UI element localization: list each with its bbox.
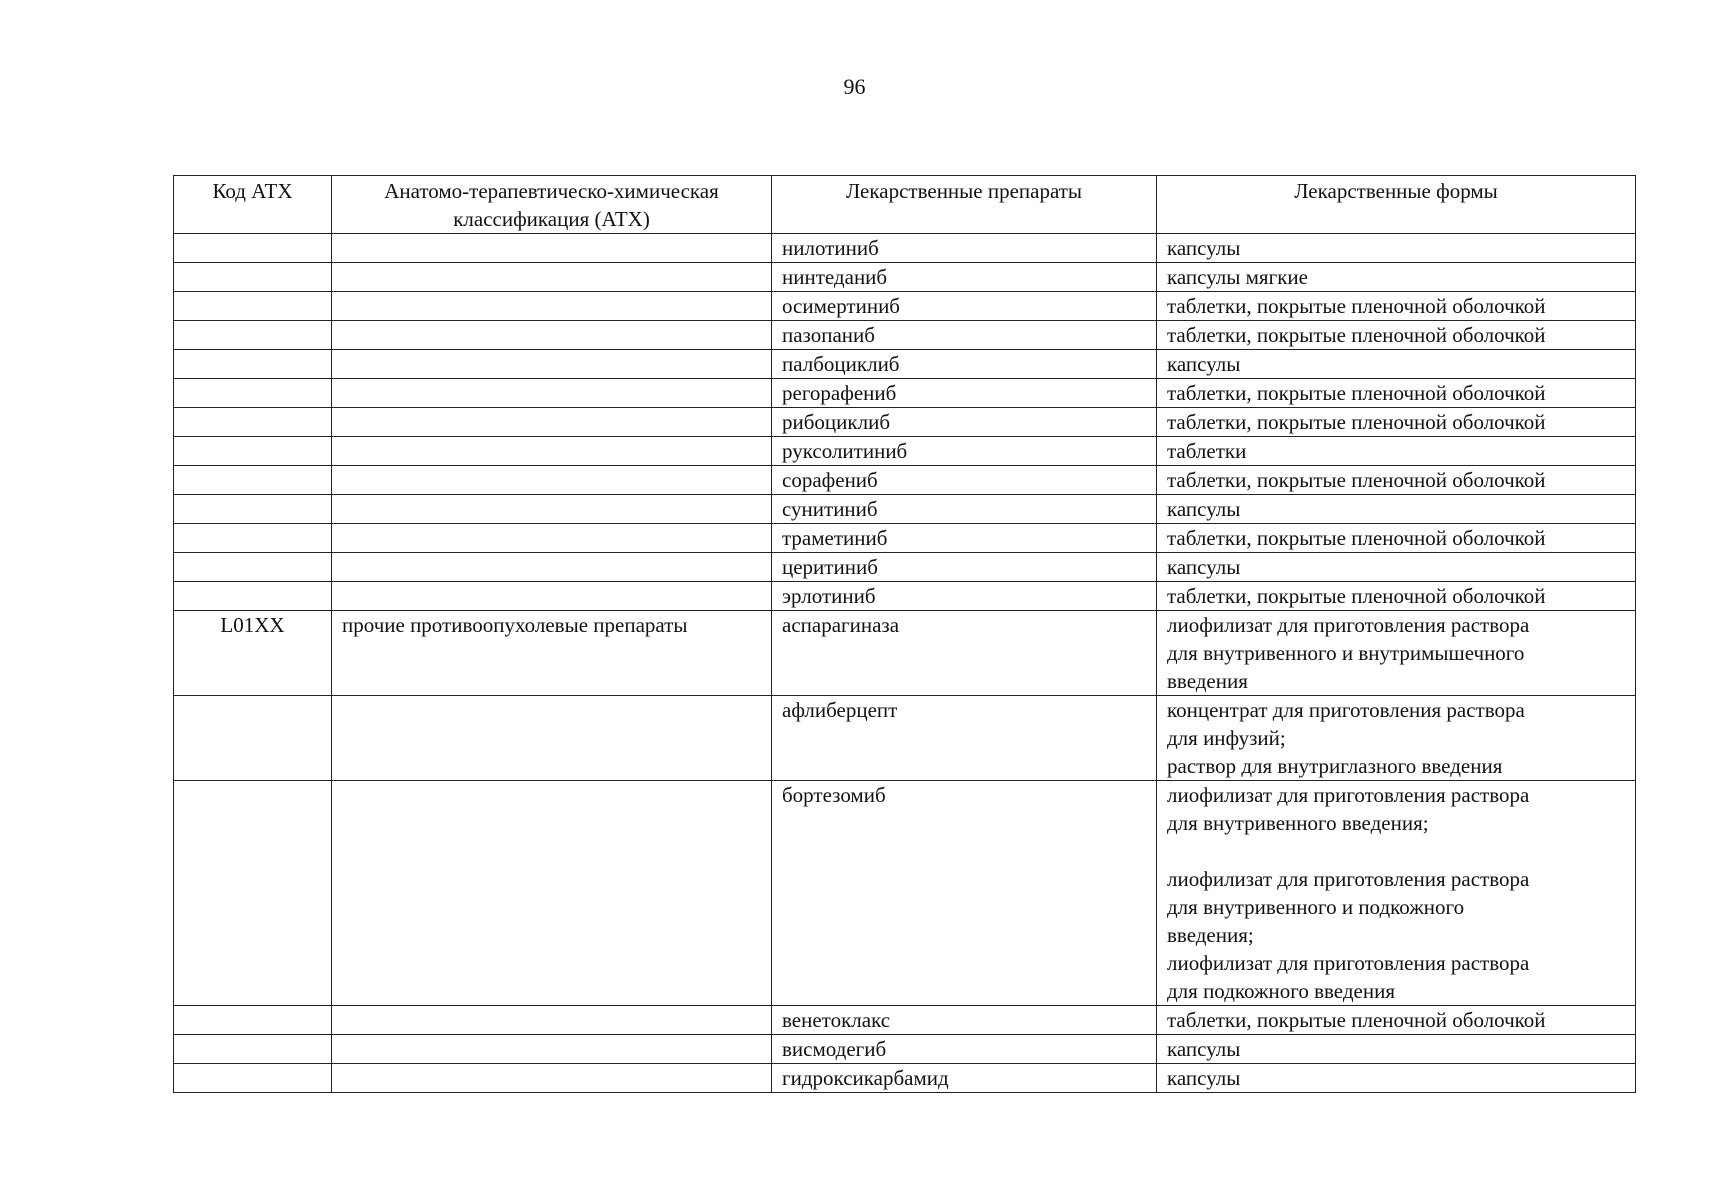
table-row xyxy=(174,524,1636,553)
drug-name-cell: палбоциклиб xyxy=(772,350,1157,379)
table-row xyxy=(174,437,1636,466)
classification-cell xyxy=(332,524,772,553)
drug-name-cell: гидроксикарбамид xyxy=(772,1064,1157,1093)
atx-code-cell xyxy=(174,350,332,379)
drug-name-cell: нилотиниб xyxy=(772,234,1157,263)
classification-cell xyxy=(332,495,772,524)
header-dosage-forms: Лекарственные формы xyxy=(1157,176,1636,234)
classification-cell xyxy=(332,292,772,321)
table-row xyxy=(174,495,1636,524)
dosage-form-cell: капсулы xyxy=(1157,1064,1636,1093)
table-row xyxy=(174,234,1636,263)
header-drugs: Лекарственные препараты xyxy=(772,176,1157,234)
atx-code-cell xyxy=(174,408,332,437)
table-row xyxy=(174,781,1636,1006)
atx-code-cell xyxy=(174,1064,332,1093)
table-row xyxy=(174,263,1636,292)
atx-code-cell xyxy=(174,495,332,524)
header-atx-classification: Анатомо-терапевтическо-химическая классификация (АТХ) xyxy=(332,176,772,234)
drug-name-cell: церитиниб xyxy=(772,553,1157,582)
atx-code-cell xyxy=(174,321,332,350)
classification-cell xyxy=(332,1035,772,1064)
drug-name-cell: сорафениб xyxy=(772,466,1157,495)
table-body xyxy=(174,234,1636,1093)
table-row xyxy=(174,1064,1636,1093)
drug-name-cell: эрлотиниб xyxy=(772,582,1157,611)
dosage-form-cell: капсулы xyxy=(1157,495,1636,524)
atx-code-cell xyxy=(174,781,332,1006)
drug-name-cell: осимертиниб xyxy=(772,292,1157,321)
table-row xyxy=(174,611,1636,696)
classification-cell xyxy=(332,582,772,611)
table-row xyxy=(174,582,1636,611)
dosage-form-cell: капсулы xyxy=(1157,234,1636,263)
dosage-form-cell: таблетки, покрытые пленочной оболочкой xyxy=(1157,466,1636,495)
dosage-form-cell: таблетки, покрытые пленочной оболочкой xyxy=(1157,524,1636,553)
dosage-form-cell: таблетки, покрытые пленочной оболочкой xyxy=(1157,582,1636,611)
drug-name-cell: аспарагиназа xyxy=(772,611,1157,696)
classification-cell xyxy=(332,553,772,582)
dosage-form-cell: лиофилизат для приготовления раствора для внутривенного введения; лиофилизат для приготовления раствора для внутривенного и подкожного введения; лиофилизат для приготовления раствора для подкожного введения xyxy=(1157,781,1636,1006)
table-row xyxy=(174,696,1636,781)
atx-code-cell xyxy=(174,582,332,611)
dosage-form-cell: таблетки xyxy=(1157,437,1636,466)
classification-cell: прочие противоопухолевые препараты xyxy=(332,611,772,696)
atx-code-cell xyxy=(174,553,332,582)
table-row xyxy=(174,466,1636,495)
atx-code-cell xyxy=(174,379,332,408)
drug-name-cell: афлиберцепт xyxy=(772,696,1157,781)
dosage-form-cell: капсулы xyxy=(1157,1035,1636,1064)
drug-name-cell: нинтеданиб xyxy=(772,263,1157,292)
table-row xyxy=(174,1006,1636,1035)
classification-cell xyxy=(332,379,772,408)
dosage-form-cell: таблетки, покрытые пленочной оболочкой xyxy=(1157,292,1636,321)
classification-cell xyxy=(332,408,772,437)
drug-name-cell: венетоклакс xyxy=(772,1006,1157,1035)
table-row xyxy=(174,321,1636,350)
drug-name-cell: рибоциклиб xyxy=(772,408,1157,437)
drug-name-cell: траметиниб xyxy=(772,524,1157,553)
dosage-form-cell: таблетки, покрытые пленочной оболочкой xyxy=(1157,379,1636,408)
dosage-form-cell: концентрат для приготовления раствора для инфузий; раствор для внутриглазного введения xyxy=(1157,696,1636,781)
atx-code-cell xyxy=(174,437,332,466)
dosage-form-cell: капсулы xyxy=(1157,553,1636,582)
table-row xyxy=(174,408,1636,437)
dosage-form-cell: капсулы xyxy=(1157,350,1636,379)
drug-name-cell: пазопаниб xyxy=(772,321,1157,350)
dosage-form-cell: таблетки, покрытые пленочной оболочкой xyxy=(1157,1006,1636,1035)
table-row xyxy=(174,379,1636,408)
drug-name-cell: руксолитиниб xyxy=(772,437,1157,466)
page-number: 96 xyxy=(843,74,866,99)
drug-name-cell: бортезомиб xyxy=(772,781,1157,1006)
atx-code-cell xyxy=(174,292,332,321)
table-header-row xyxy=(174,176,1636,234)
header-atx-code: Код АТХ xyxy=(174,176,332,234)
dosage-form-cell: капсулы мягкие xyxy=(1157,263,1636,292)
classification-cell xyxy=(332,321,772,350)
classification-cell xyxy=(332,1064,772,1093)
atx-code-cell xyxy=(174,524,332,553)
atx-code-cell xyxy=(174,1035,332,1064)
table-row xyxy=(174,292,1636,321)
table-row xyxy=(174,350,1636,379)
atx-code-cell xyxy=(174,263,332,292)
classification-cell xyxy=(332,696,772,781)
classification-cell xyxy=(332,350,772,379)
classification-cell xyxy=(332,437,772,466)
drug-name-cell: регорафениб xyxy=(772,379,1157,408)
drug-name-cell: висмодегиб xyxy=(772,1035,1157,1064)
atx-code-cell: L01XX xyxy=(174,611,332,696)
table-row xyxy=(174,553,1636,582)
table-row xyxy=(174,1035,1636,1064)
atx-code-cell xyxy=(174,696,332,781)
atx-code-cell xyxy=(174,1006,332,1035)
classification-cell xyxy=(332,1006,772,1035)
drug-name-cell: сунитиниб xyxy=(772,495,1157,524)
dosage-form-cell: таблетки, покрытые пленочной оболочкой xyxy=(1157,321,1636,350)
classification-cell xyxy=(332,781,772,1006)
atx-code-cell xyxy=(174,234,332,263)
atx-code-cell xyxy=(174,466,332,495)
dosage-form-cell: лиофилизат для приготовления раствора для внутривенного и внутримышечного введения xyxy=(1157,611,1636,696)
classification-cell xyxy=(332,263,772,292)
classification-cell xyxy=(332,466,772,495)
atx-drug-table xyxy=(173,175,1636,1093)
classification-cell xyxy=(332,234,772,263)
dosage-form-cell: таблетки, покрытые пленочной оболочкой xyxy=(1157,408,1636,437)
